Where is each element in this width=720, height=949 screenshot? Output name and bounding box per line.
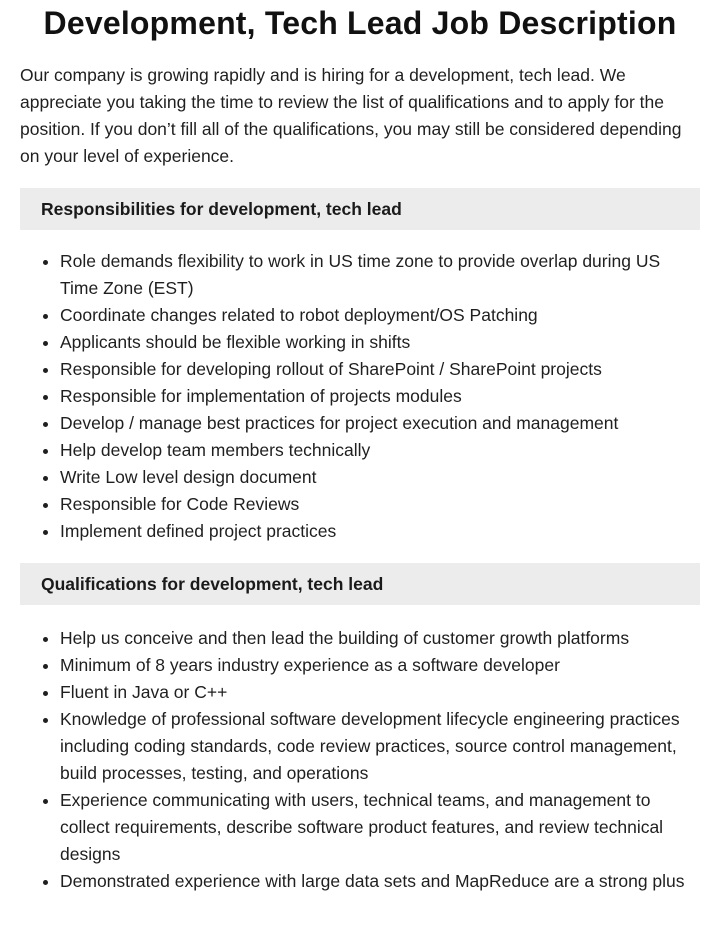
intro-paragraph: Our company is growing rapidly and is hiring for a development, tech lead. We appreciate you taking the time to review the list of qualifications and to apply for the position. If you don’t fill all of the qualifications, you may still be considered depending on your level of experience. (20, 65, 682, 166)
list-item: Responsible for Code Reviews (60, 491, 700, 518)
qualifications-heading: Qualifications for development, tech lead (20, 563, 700, 605)
responsibilities-list (20, 248, 700, 545)
list-item: Help us conceive and then lead the building of customer growth platforms (60, 625, 700, 652)
list-item: Experience communicating with users, technical teams, and management to collect requirements, describe software product features, and review technical designs (60, 787, 700, 868)
list-item: Help develop team members technically (60, 437, 700, 464)
responsibilities-heading: Responsibilities for development, tech lead (20, 188, 700, 230)
page-title: Development, Tech Lead Job Description (43, 5, 677, 41)
list-item: Develop / manage best practices for project execution and management (60, 410, 700, 437)
list-item: Write Low level design document (60, 464, 700, 491)
list-item: Minimum of 8 years industry experience as a software developer (60, 652, 700, 679)
list-item: Coordinate changes related to robot deployment/OS Patching (60, 302, 700, 329)
list-item: Applicants should be flexible working in shifts (60, 329, 700, 356)
list-item: Responsible for developing rollout of SharePoint / SharePoint projects (60, 356, 700, 383)
list-item: Demonstrated experience with large data sets and MapReduce are a strong plus (60, 868, 700, 895)
list-item: Responsible for implementation of projects modules (60, 383, 700, 410)
list-item: Implement defined project practices (60, 518, 700, 545)
list-item: Role demands flexibility to work in US time zone to provide overlap during US Time Zone (EST) (60, 248, 700, 302)
list-item: Fluent in Java or C++ (60, 679, 700, 706)
qualifications-list (20, 625, 700, 895)
list-item: Knowledge of professional software development lifecycle engineering practices including coding standards, code review practices, source control management, build processes, testing, and operations (60, 706, 700, 787)
